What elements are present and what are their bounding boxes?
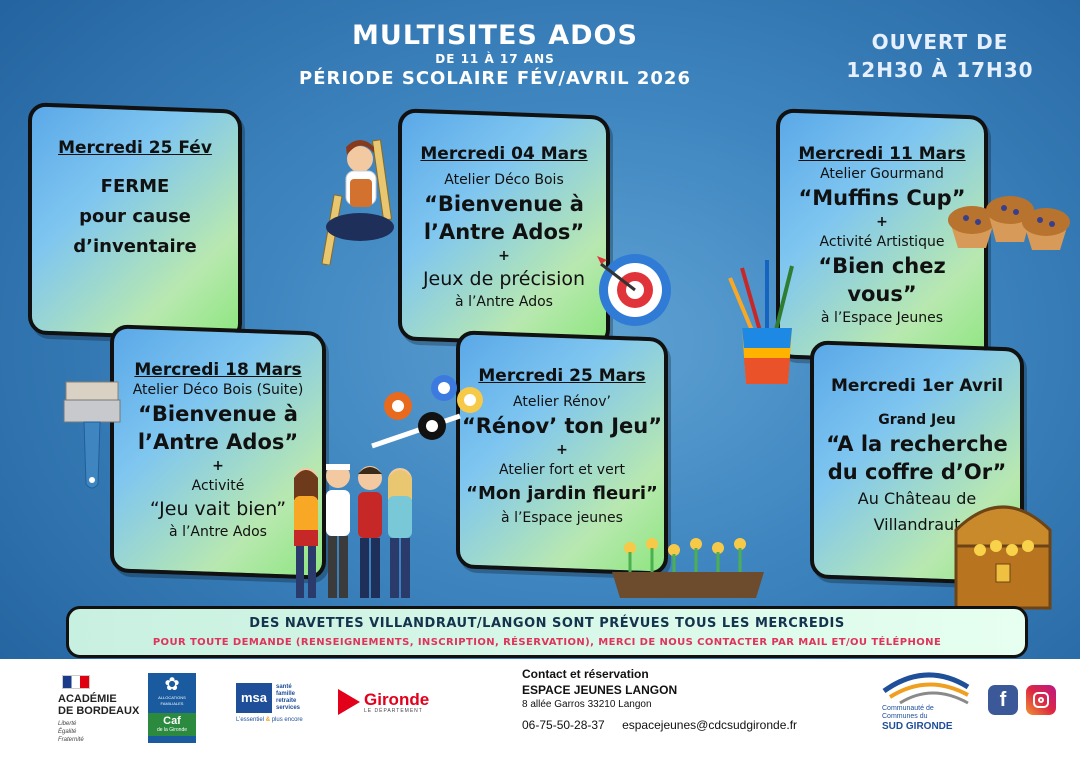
academie-logo: [58, 675, 148, 744]
contact-address: 8 allée Garros 33210 Langon: [522, 699, 652, 710]
caf-logo: [148, 673, 196, 743]
activity-place: Villandraut: [873, 515, 961, 534]
cdc-logo: [880, 667, 972, 751]
activity-label: Activité: [191, 478, 245, 494]
gironde-name: Gironde: [364, 689, 430, 709]
activity-title: l’Antre Ados”: [423, 220, 585, 244]
carpenter-girl-icon: [318, 135, 410, 265]
gironde-sub: LE DÉPARTEMENT: [364, 707, 423, 714]
activity-place: à l’Espace Jeunes: [820, 310, 944, 326]
activity-label: Atelier Gourmand: [820, 166, 944, 182]
plus-sign: +: [556, 442, 568, 458]
activity-label: Jeux de précision: [422, 268, 586, 290]
msa-line: famille: [276, 691, 296, 697]
cdc-line-1: Communauté de: [882, 705, 934, 712]
activity-label: Atelier Déco Bois: [444, 172, 564, 188]
facebook-icon[interactable]: f: [988, 685, 1018, 715]
activity-title: vous”: [847, 282, 917, 306]
motto-liberte: Liberté: [58, 721, 77, 727]
teenagers-group-icon: [282, 460, 422, 602]
activity-title: “A la recherche: [826, 432, 1008, 456]
shuttle-text: DES NAVETTES VILLANDRAUT/LANGON SONT PRÉVUES TOUS LES MERCREDIS: [249, 616, 845, 631]
paint-brushes-icon: [722, 258, 812, 388]
activity-label: Activité Artistique: [819, 234, 945, 250]
msa-line: services: [276, 705, 301, 711]
msa-line: santé: [276, 684, 292, 690]
cdc-swoosh-icon: [880, 667, 972, 707]
motto-fraternite: Fraternité: [58, 737, 84, 743]
plus-sign: +: [498, 248, 510, 264]
contact-block: [522, 667, 862, 732]
msa-tag-mid: &: [265, 717, 271, 723]
activity-title: du coffre d’Or”: [827, 460, 1007, 484]
hours-line-1: OUVERT DE: [871, 30, 1009, 54]
card-date: Mercredi 1er Avril: [830, 376, 1004, 396]
footer: [0, 659, 1080, 759]
academie-line-1: ACADÉMIE: [58, 693, 117, 705]
gironde-arrow-icon: [338, 689, 360, 715]
motto-egalite: Égalité: [58, 729, 77, 735]
target-icon: [595, 250, 675, 330]
activity-title: “Muffins Cup”: [798, 186, 966, 210]
caf-emblem-icon: ✿: [164, 674, 180, 694]
msa-line: retraite: [276, 698, 297, 704]
paint-brush-icon: [62, 376, 122, 492]
activity-label: Grand Jeu: [878, 412, 956, 428]
caf-line-1: ALLOCATIONS FAMILIALES: [158, 695, 186, 706]
flower-planter-icon: [610, 534, 766, 600]
msa-logo: [236, 683, 326, 723]
info-banner: [66, 606, 1028, 658]
page-title: MULTISITES ADOS: [352, 20, 638, 51]
plus-sign: +: [876, 214, 888, 230]
contact-phone[interactable]: 06-75-50-28-37: [522, 718, 605, 732]
period-title: PÉRIODE SCOLAIRE FÉV/AVRIL 2026: [299, 68, 691, 89]
caf-line-2: Caf: [163, 715, 181, 727]
activity-place: Au Château de: [857, 489, 977, 508]
msa-tag-left: L’essentiel: [236, 717, 265, 723]
card-25-fev: [28, 102, 242, 341]
card-date: Mercredi 25 Mars: [478, 366, 646, 386]
card-04-mars: [398, 108, 610, 347]
contact-email[interactable]: espacejeunes@cdcsudgironde.fr: [622, 718, 798, 732]
msa-tag-right: plus encore: [271, 717, 303, 723]
activity-label: Atelier fort et vert: [499, 462, 625, 478]
msa-emblem-icon: msa: [236, 683, 272, 713]
closed-line: pour cause: [79, 206, 191, 227]
plus-sign: +: [212, 458, 224, 474]
activity-title: “Rénov’ ton Jeu”: [461, 414, 663, 438]
activity-title: “Jeu vait bien”: [149, 498, 287, 520]
caf-line-3: de la Gironde: [156, 727, 188, 733]
instagram-icon[interactable]: [1026, 685, 1056, 715]
card-date: Mercredi 04 Mars: [420, 144, 588, 164]
activity-title: “Bienvenue à: [424, 192, 584, 216]
activity-title: “Bienvenue à: [138, 402, 298, 426]
closed-line: d’inventaire: [73, 236, 197, 257]
activity-place: à l’Antre Ados: [455, 294, 553, 310]
activity-label: Atelier Rénov’: [513, 394, 611, 410]
card-date: Mercredi 11 Mars: [798, 144, 966, 164]
card-date: Mercredi 18 Mars: [134, 360, 302, 380]
activity-title: l’Antre Ados”: [137, 430, 299, 454]
activity-title: “Bien chez: [818, 254, 946, 278]
age-subtitle: DE 11 À 17 ANS: [435, 52, 555, 66]
activity-title: “Mon jardin fleuri”: [466, 483, 658, 504]
activity-label: Atelier Déco Bois (Suite): [132, 382, 304, 398]
gironde-logo: [338, 689, 448, 715]
contact-title: Contact et réservation: [522, 667, 649, 681]
hours-line-2: 12H30 À 17H30: [846, 58, 1034, 82]
card-date: Mercredi 25 Fév: [58, 138, 212, 158]
contact-org: ESPACE JEUNES LANGON: [522, 683, 678, 697]
closed-line: FERME: [100, 176, 170, 197]
activity-place: à l’Antre Ados: [169, 524, 267, 540]
cdc-line-3: SUD GIRONDE: [882, 721, 953, 732]
cdc-line-2: Communes du: [882, 713, 928, 720]
activity-place: à l’Espace jeunes: [501, 510, 623, 526]
request-text: POUR TOUTE DEMANDE (RENSEIGNEMENTS, INSCRIPTION, RÉSERVATION), MERCI DE NOUS CONTACTER PAR MAIL ET/OU TÉLÉPHONE: [152, 637, 942, 648]
french-flag-icon: [62, 675, 90, 689]
treasure-chest-icon: [950, 490, 1056, 614]
muffins-icon: [940, 192, 1070, 252]
academie-line-2: DE BORDEAUX: [58, 705, 140, 717]
billiard-balls-icon: [370, 370, 490, 450]
